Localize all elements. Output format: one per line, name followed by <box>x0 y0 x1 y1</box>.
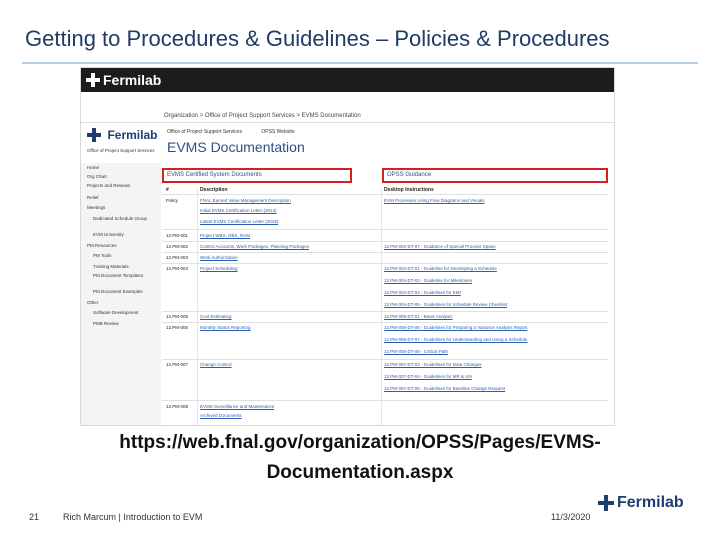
instruction-link[interactable]: 12.PM-007-DT-05 - Guidelines for Baseline Change Request <box>384 386 506 391</box>
doc-link[interactable]: FNAL Earned Value Management Description <box>200 198 291 203</box>
page-title: EVMS Documentation <box>167 139 305 155</box>
site-header-bar <box>81 68 614 92</box>
sidebar-item[interactable]: Software Development <box>93 310 139 315</box>
page-url-line-2: Documentation.aspx <box>266 462 454 483</box>
breadcrumb-divider <box>81 122 614 123</box>
row-number: 12.PM-006 <box>166 325 189 330</box>
column-divider <box>197 188 198 425</box>
sidebar-item[interactable]: PM Document Templates <box>93 273 144 278</box>
instruction-link[interactable]: 12.PM-006-DT-08 - Critical Path <box>384 349 449 354</box>
page-url-line-1: https://web.fnal.gov/organization/OPSS/Pages/EVMS- <box>119 432 601 453</box>
site-logo[interactable] <box>87 128 157 153</box>
row-divider <box>162 263 608 264</box>
row-divider <box>162 252 608 253</box>
row-number: Policy <box>166 198 179 203</box>
sidebar-item[interactable]: Relief <box>87 195 99 200</box>
sidebar-nav <box>81 163 161 425</box>
column-header-description: Description <box>200 187 228 193</box>
doc-link[interactable]: Work Authorization <box>200 255 238 260</box>
sidebar-item[interactable]: Dedicated Schedule Group <box>93 216 148 221</box>
row-divider <box>162 241 608 242</box>
instruction-link[interactable]: 12.PM-004-DT-05 - Guidelines for Schedule Review Checklist <box>384 302 508 307</box>
top-link-website[interactable]: OPSS Website <box>261 129 295 135</box>
instruction-link[interactable]: 12.PM-006-DT-07 - Guidelines for Understanding and Using a Schedule <box>384 337 528 342</box>
slide-title: Getting to Procedures & Guidelines – Policies & Procedures <box>25 26 610 51</box>
sidebar-item[interactable]: PM Document Examples <box>93 289 143 294</box>
breadcrumb[interactable]: Organization > Office of Project Support Services > EVMS Documentation <box>164 113 361 119</box>
row-divider <box>162 400 608 401</box>
fermilab-logo-icon <box>598 495 614 511</box>
column-divider <box>381 188 382 425</box>
sidebar-item[interactable]: Org Chart <box>87 174 107 179</box>
instruction-link[interactable]: 12.PM-004-DT-04 - Guidelines for EMI <box>384 290 461 295</box>
doc-link[interactable]: Monthly Status Reporting <box>200 325 251 330</box>
documents-table <box>162 168 608 425</box>
sidebar-item[interactable]: PM Tools <box>93 253 112 258</box>
row-number: 12.PM-004 <box>166 266 189 271</box>
row-number: 12.PM-005 <box>166 314 189 319</box>
header-brand[interactable]: Fermilab <box>103 72 162 88</box>
site-logo-text: Fermilab <box>107 128 158 142</box>
sidebar-item[interactable]: PM Resources <box>87 243 117 248</box>
footer-logo <box>598 494 684 512</box>
doc-link[interactable]: Project Scheduling <box>200 266 238 271</box>
row-divider <box>162 359 608 360</box>
fermilab-logo-icon <box>87 128 101 142</box>
row-divider <box>162 194 608 195</box>
doc-link[interactable]: Archived Documents <box>200 413 242 418</box>
opss-guidance-heading[interactable]: OPSS Guidance <box>387 172 432 178</box>
doc-link[interactable]: Control Accounts, Work Packages, Planning Packages <box>200 244 309 249</box>
slide-number: 21 <box>29 512 40 522</box>
page-url <box>0 428 720 488</box>
instruction-link[interactable]: 12.PM-006-DT-06 - Guidelines for Preparing a Variance Analysis Report <box>384 325 528 330</box>
sidebar-item[interactable]: PMB Review <box>93 321 119 326</box>
row-divider <box>162 322 608 323</box>
row-number: 12.PM-002 <box>166 244 189 249</box>
embedded-screenshot <box>80 67 615 426</box>
footer-date: 11/3/2020 <box>551 512 591 522</box>
sidebar-item[interactable]: Home <box>87 165 100 170</box>
instruction-link[interactable]: 12.PM-002-DT-07 - Guidance of Special Process Spans <box>384 244 496 249</box>
certified-documents-heading[interactable]: EVMS Certified System Documents <box>167 172 262 178</box>
site-logo-subtitle: Office of Project Support Services <box>87 148 155 153</box>
top-links <box>167 129 313 135</box>
sidebar-item[interactable]: Other <box>87 300 99 305</box>
row-number: 12.PM-007 <box>166 362 189 367</box>
row-divider <box>162 311 608 312</box>
sidebar-item[interactable]: Meetings <box>87 205 106 210</box>
fermilab-logo-icon <box>86 73 100 87</box>
footer-logo-text: Fermilab <box>617 494 684 511</box>
highlight-certified-documents <box>162 168 352 183</box>
top-link-opss[interactable]: Office of Project Support Services <box>167 129 242 135</box>
doc-link[interactable]: Latest EVMS Certification Letter (2019) <box>200 219 279 224</box>
footer-author: Rich Marcum | Introduction to EVM <box>63 512 203 522</box>
instruction-link[interactable]: 12.PM-005-DT-01 - Basis Analysis <box>384 314 453 319</box>
column-header-number: # <box>166 187 169 193</box>
instruction-link[interactable]: 12.PM-004-DT-02 - Guideline for Milestones <box>384 278 473 283</box>
title-divider <box>22 62 698 64</box>
highlight-opss-guidance <box>382 168 608 183</box>
instruction-link[interactable]: 12.PM-007-DT-04 - Guidelines for MR & UN <box>384 374 472 379</box>
row-divider <box>162 229 608 230</box>
instruction-link[interactable]: EVM Processes Using Flow Diagrams and Visuals <box>384 198 485 203</box>
doc-link[interactable]: Cost Estimating <box>200 314 232 319</box>
row-number: 12.PM-008 <box>166 404 189 409</box>
column-header-instructions: Desktop Instructions <box>384 187 434 193</box>
instruction-link[interactable]: 12.PM-007-DT-03 - Guidelines for Data Changes <box>384 362 482 367</box>
instruction-link[interactable]: 12.PM-004-DT-01 - Guideline for Developing a Schedule <box>384 266 497 271</box>
sidebar-item[interactable]: Training Materials <box>93 264 129 269</box>
doc-link[interactable]: Change Control <box>200 362 232 367</box>
sidebar-item[interactable]: EVM University <box>93 232 124 237</box>
doc-link[interactable]: Initial EVMS Certification Letter (2014) <box>200 208 277 213</box>
row-number: 12.PM-003 <box>166 255 189 260</box>
row-number: 12.PM-001 <box>166 233 189 238</box>
doc-link[interactable]: Project WBS, OBS, RAM <box>200 233 251 238</box>
doc-link[interactable]: EVMS Surveillance and Maintenance <box>200 404 275 409</box>
sidebar-item[interactable]: Projects and Reviews <box>87 183 131 188</box>
